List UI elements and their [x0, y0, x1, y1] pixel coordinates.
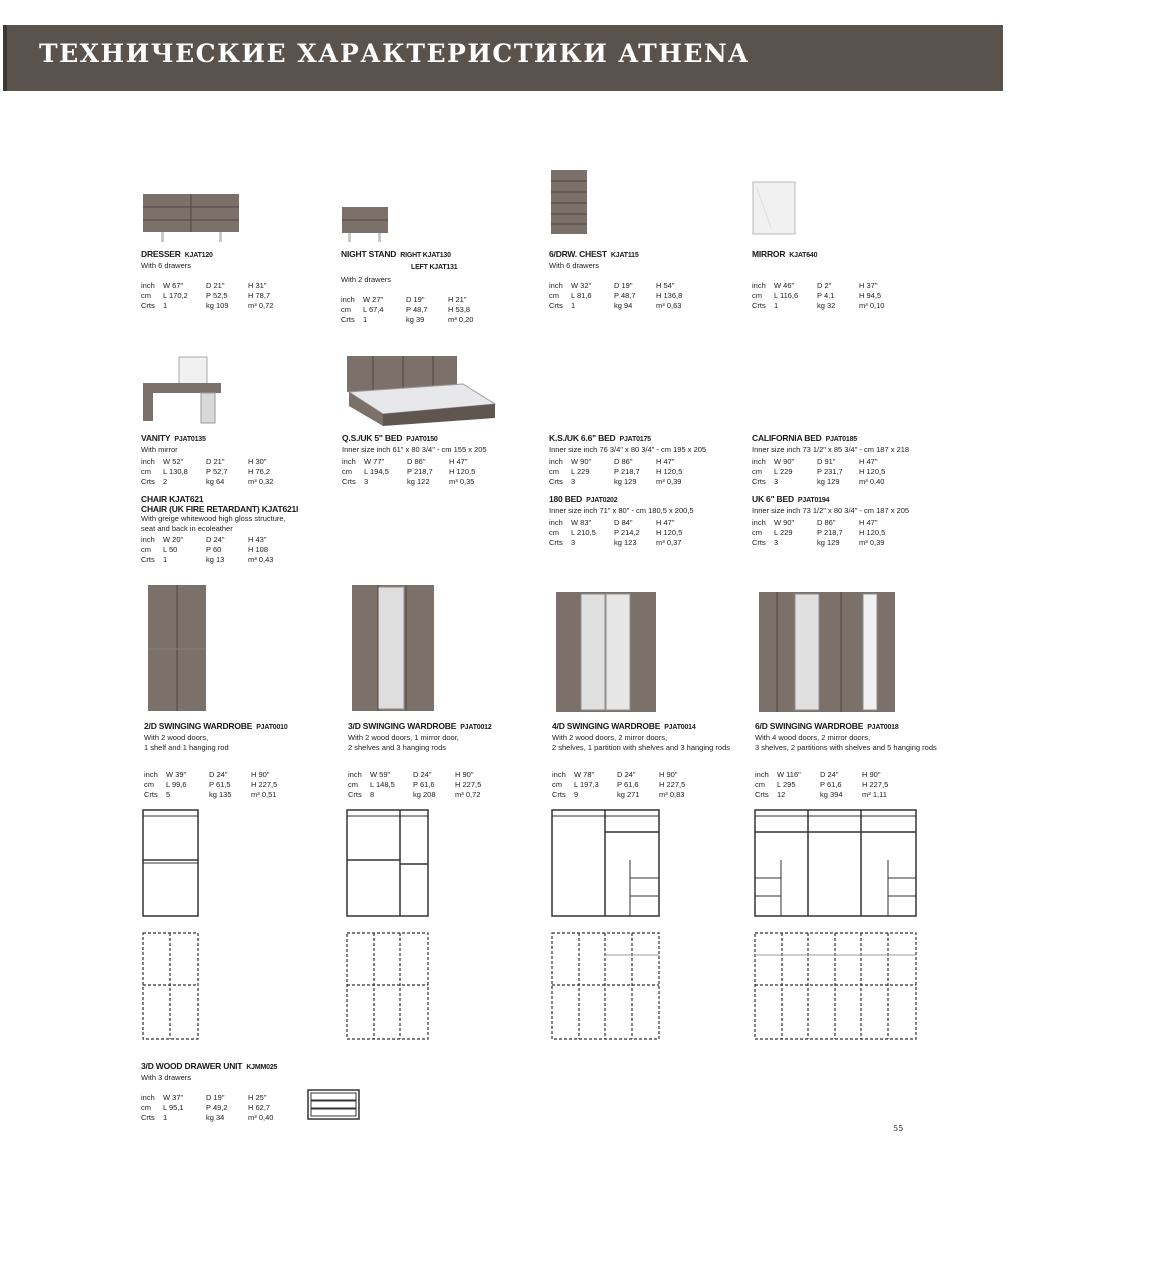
spec-table [752, 281, 952, 311]
item-title: 3/D SWINGING WARDROBE [348, 721, 457, 731]
wardrobe6-image [757, 590, 897, 716]
spec-cell: inch [752, 517, 766, 527]
spec-cell: H 90" [659, 770, 678, 779]
spec-cell: inch [141, 535, 155, 544]
item-title: 4/D SWINGING WARDROBE [552, 721, 661, 731]
spec-cell: kg 129 [817, 537, 840, 547]
spec-table [752, 518, 952, 548]
spec-cell: m³ 0,83 [659, 790, 685, 799]
item-title: 180 BED [549, 494, 583, 504]
spec-cell: 3 [571, 537, 576, 547]
spec-cell: P 4,1 [817, 291, 835, 300]
spec-cell: D 24" [413, 770, 432, 779]
spec-table [342, 457, 542, 487]
spec-cell: H 120,5 [859, 527, 886, 537]
spec-cell: H 43" [248, 535, 267, 544]
spec-cell: cm [144, 780, 154, 789]
spec-cell: inch [549, 517, 563, 527]
item-desc: Inner size inch 73 1/2" x 80 3/4" - cm 187 x 205 [752, 506, 910, 515]
spec-cell: L 67,4 [363, 304, 384, 314]
nightstand-spec [341, 249, 541, 325]
item-title: CALIFORNIA BED [752, 433, 822, 443]
spec-cell: Crts [141, 555, 155, 564]
spec-cell: P 61,6 [413, 780, 435, 789]
spec-cell: 1 [163, 1112, 168, 1122]
spec-cell: P 231,7 [817, 466, 843, 476]
spec-cell: D 24" [206, 535, 225, 544]
spec-cell: inch [752, 456, 766, 466]
spec-table [549, 281, 749, 311]
spec-cell: D 21" [206, 456, 225, 466]
spec-cell: kg 13 [206, 555, 225, 564]
spec-cell: H 47" [859, 517, 878, 527]
spec-cell: kg 109 [206, 300, 229, 310]
spec-cell: H 47" [656, 517, 675, 527]
spec-cell: 5 [166, 790, 171, 799]
vanity-image [141, 355, 223, 427]
item-code: PJAT0135 [174, 436, 206, 443]
spec-cell: cm [549, 290, 559, 300]
spec-cell: cm [141, 290, 151, 300]
spec-cell: Crts [348, 790, 362, 799]
spec-cell: H 136,8 [656, 290, 683, 300]
spec-cell: cm [342, 466, 352, 476]
spec-cell: Crts [141, 1112, 155, 1122]
spec-cell: W 83" [571, 517, 592, 527]
spec-cell: H 227,5 [659, 780, 686, 789]
item-code: KJAT640 [789, 252, 818, 259]
spec-cell: kg 135 [209, 790, 232, 799]
item-desc: With 4 wood doors, 2 mirror doors, [755, 733, 871, 742]
spec-cell: 3 [774, 476, 779, 486]
spec-cell: inch [342, 456, 356, 466]
spec-cell: kg 129 [614, 476, 637, 486]
spec-cell: 8 [370, 790, 375, 799]
spec-cell: cm [341, 304, 351, 314]
item-desc: With 3 drawers [141, 1073, 192, 1082]
spec-cell: m³ 0,35 [449, 476, 475, 486]
item-title: VANITY [141, 433, 171, 443]
spec-cell: P 49,2 [206, 1102, 228, 1112]
wardrobe3-interior-diagram [345, 808, 431, 920]
qs-bed-image [343, 354, 498, 428]
spec-cell: D 91" [817, 456, 836, 466]
item-title: UK 6" BED [752, 494, 794, 504]
item-desc: Inner size inch 71" x 80" - cm 180,5 x 200,5 [549, 506, 694, 515]
spec-cell: W 90" [571, 456, 592, 466]
qs-bed-spec [342, 433, 542, 487]
spec-cell: m³ 0,20 [448, 314, 474, 324]
spec-cell: L 229 [571, 466, 590, 476]
spec-cell: L 229 [774, 466, 793, 476]
spec-cell: P 61,6 [617, 780, 639, 789]
spec-cell: 2 [163, 476, 168, 486]
spec-cell: H 108 [248, 545, 269, 554]
spec-cell: H 227,5 [862, 780, 889, 789]
item-title: DRESSER [141, 249, 181, 259]
wardrobe2-spec [144, 721, 344, 800]
spec-cell: cm [752, 291, 762, 300]
item-title: 3/D WOOD DRAWER UNIT [141, 1061, 243, 1071]
item-desc: With 6 drawers [141, 261, 192, 270]
spec-cell: Crts [341, 314, 355, 324]
wardrobe2-door-diagram [141, 931, 201, 1043]
spec-cell: Crts [144, 790, 158, 799]
spec-cell: H 54" [656, 280, 675, 290]
spec-cell: P 48,7 [406, 304, 428, 314]
spec-cell: W 27" [363, 294, 384, 304]
spec-cell: D 86" [614, 456, 633, 466]
spec-cell: m³ 0,40 [859, 476, 885, 486]
spec-cell: H 25" [248, 1092, 267, 1102]
item-desc: Inner size inch 73 1/2" x 85 3/4" - cm 187 x 218 [752, 445, 910, 454]
cal-bed-spec [752, 433, 952, 487]
spec-cell: D 2" [817, 281, 832, 290]
spec-cell: cm [552, 780, 562, 789]
spec-cell: m³ 0,72 [455, 790, 481, 799]
spec-cell: H 120,5 [449, 466, 476, 476]
spec-cell: Crts [549, 476, 563, 486]
page-title: ТЕХНИЧЕСКИЕ ХАРАКТЕРИСТИКИ ATHENA [39, 39, 750, 68]
spec-cell: 1 [163, 300, 168, 310]
spec-table [549, 518, 749, 548]
spec-cell: H 31" [248, 280, 267, 290]
dresser-image [141, 192, 241, 244]
spec-cell: H 94,5 [859, 291, 882, 300]
item-desc: 3 shelves, 2 partitions with shelves and 5 hanging rods [755, 742, 937, 752]
spec-cell: 9 [574, 790, 579, 799]
item-desc: Inner size inch 76 3/4" x 80 3/4" - cm 195 x 205 [549, 445, 707, 454]
spec-cell: Crts [549, 537, 563, 547]
spec-cell: cm [752, 527, 762, 537]
spec-table [549, 457, 749, 487]
dresser-spec [141, 249, 341, 311]
item-desc: With 6 drawers [549, 261, 600, 270]
spec-cell: L 295 [777, 780, 796, 789]
spec-cell: W 77" [364, 456, 385, 466]
spec-cell: 12 [777, 790, 786, 799]
spec-cell: W 32" [571, 280, 592, 290]
spec-cell: kg 208 [413, 790, 436, 799]
spec-cell: m³ 0,10 [859, 301, 885, 310]
item-code: PJAT0194 [797, 497, 830, 504]
spec-cell: kg 394 [820, 790, 843, 799]
spec-cell: inch [549, 280, 563, 290]
item-code: PJAT0012 [460, 724, 492, 731]
item-title: CHAIR KJAT621 [141, 494, 204, 504]
spec-cell: H 47" [859, 456, 878, 466]
spec-cell: cm [752, 466, 762, 476]
wardrobe6-spec [755, 721, 955, 800]
spec-cell: 1 [571, 300, 576, 310]
item-desc: With greige whitewood high gloss structure, [141, 514, 286, 523]
spec-cell: P 218,7 [407, 466, 433, 476]
wardrobe2-interior-diagram [141, 808, 201, 920]
item-code-left: LEFT KJAT131 [411, 264, 458, 271]
spec-cell: L 194,5 [364, 466, 389, 476]
spec-cell: D 21" [206, 280, 225, 290]
spec-table [141, 457, 341, 487]
spec-cell: inch [755, 770, 769, 779]
spec-cell: cm [141, 466, 151, 476]
spec-cell: P 61,5 [209, 780, 231, 789]
item-desc: 1 shelf and 1 hanging rod [144, 742, 229, 752]
spec-cell: H 47" [449, 456, 468, 466]
spec-cell: P 218,7 [614, 466, 640, 476]
spec-cell: cm [141, 545, 151, 554]
item-code: PJAT0150 [406, 436, 438, 443]
spec-cell: L 210,5 [571, 527, 596, 537]
spec-cell: inch [348, 770, 362, 779]
spec-cell: 3 [774, 537, 779, 547]
item-title: 6/DRW. CHEST [549, 249, 607, 259]
item-code-right: RIGHT KJAT130 [400, 252, 451, 259]
spec-cell: Crts [141, 476, 155, 486]
spec-cell: H 53,8 [448, 304, 471, 314]
item-title: K.S./UK 6.6" BED [549, 433, 616, 443]
spec-cell: P 48,7 [614, 290, 636, 300]
spec-cell: L 99,6 [166, 780, 187, 789]
spec-cell: Crts [752, 537, 766, 547]
spec-cell: Crts [141, 300, 155, 310]
spec-cell: cm [549, 466, 559, 476]
spec-cell: W 39" [166, 770, 187, 779]
spec-cell: m³ 0,51 [251, 790, 277, 799]
spec-cell: L 116,6 [774, 291, 799, 300]
item-desc: With 2 wood doors, 2 mirror doors, [552, 733, 668, 742]
item-desc: With 2 wood doors, 1 mirror door, [348, 733, 459, 742]
spec-cell: H 120,5 [859, 466, 886, 476]
item-code: PJAT0202 [586, 497, 618, 504]
spec-cell: kg 34 [206, 1112, 225, 1122]
spec-cell: P 61,6 [820, 780, 842, 789]
spec-cell: H 120,5 [656, 527, 683, 537]
spec-cell: m³ 0,37 [656, 537, 682, 547]
item-code: KJAT115 [610, 252, 639, 259]
spec-cell: Crts [552, 790, 566, 799]
spec-cell: m³ 0,43 [248, 555, 274, 564]
spec-table [348, 770, 548, 800]
spec-cell: kg 64 [206, 476, 225, 486]
spec-cell: cm [141, 1102, 151, 1112]
spec-cell: cm [549, 527, 559, 537]
wardrobe4-spec [552, 721, 752, 800]
item-desc: 2 shelves and 3 hanging rods [348, 742, 446, 752]
spec-cell: L 229 [774, 527, 793, 537]
wardrobe6-door-diagram [753, 931, 919, 1043]
spec-cell: L 148,5 [370, 780, 395, 789]
spec-cell: Crts [752, 301, 766, 310]
item-code: PJAT0185 [825, 436, 857, 443]
item-code: PJAT0010 [256, 724, 288, 731]
spec-cell: H 227,5 [455, 780, 482, 789]
wardrobe6-interior-diagram [753, 808, 919, 920]
spec-cell: Crts [549, 300, 563, 310]
spec-cell: inch [549, 456, 563, 466]
spec-cell: inch [141, 456, 155, 466]
spec-cell: W 78" [574, 770, 595, 779]
item-code: KJMM025 [246, 1064, 278, 1071]
item-title: Q.S./UK 5" BED [342, 433, 403, 443]
spec-cell: 1 [363, 314, 368, 324]
spec-cell: inch [141, 280, 155, 290]
nightstand-image [340, 205, 390, 245]
spec-table [755, 770, 955, 800]
spec-cell: 3 [571, 476, 576, 486]
spec-cell: H 78,7 [248, 290, 271, 300]
spec-cell: W 90" [774, 456, 795, 466]
spec-cell: H 76,2 [248, 466, 271, 476]
spec-table [141, 281, 341, 311]
uk-bed-spec [752, 494, 952, 548]
item-desc: Inner size inch 61" x 80 3/4" - cm 155 x 205 [342, 445, 487, 454]
spec-cell: m³ 0,63 [656, 300, 682, 310]
spec-cell: kg 94 [614, 300, 633, 310]
item-title: 2/D SWINGING WARDROBE [144, 721, 253, 731]
spec-cell: kg 271 [617, 790, 640, 799]
page-number: 55 [893, 1124, 904, 1133]
spec-cell: kg 123 [614, 537, 637, 547]
spec-cell: Crts [752, 476, 766, 486]
spec-cell: kg 122 [407, 476, 430, 486]
spec-cell: m³ 0,39 [656, 476, 682, 486]
spec-cell: H 120,5 [656, 466, 683, 476]
spec-cell: P 52,7 [206, 466, 228, 476]
spec-table [144, 770, 344, 800]
ks-bed-spec [549, 433, 749, 487]
spec-cell: W 52" [163, 456, 184, 466]
spec-cell: W 90" [774, 517, 795, 527]
spec-cell: D 84" [614, 517, 633, 527]
item-desc: With 2 drawers [341, 275, 392, 284]
spec-cell: inch [144, 770, 158, 779]
spec-cell: H 90" [862, 770, 881, 779]
spec-cell: W 116" [777, 770, 801, 779]
spec-cell: W 59" [370, 770, 391, 779]
spec-cell: P 218,7 [817, 527, 843, 537]
spec-table [141, 535, 341, 565]
chest-image [549, 168, 589, 240]
chest-spec [549, 249, 749, 311]
spec-cell: H 21" [448, 294, 467, 304]
spec-cell: m³ 0,39 [859, 537, 885, 547]
mirror-image [751, 180, 797, 236]
spec-cell: D 24" [617, 770, 636, 779]
item-desc: 2 shelves, 1 partition with shelves and 3 hanging rods [552, 742, 731, 752]
spec-cell: L 170,2 [163, 290, 188, 300]
spec-cell: L 81,6 [571, 290, 592, 300]
spec-cell: inch [341, 294, 355, 304]
spec-cell: D 24" [209, 770, 228, 779]
item-desc: seat and back in ecoleather [141, 523, 233, 533]
wardrobe3-door-diagram [345, 931, 431, 1043]
mirror-spec [752, 249, 952, 311]
spec-cell: Crts [755, 790, 769, 799]
spec-cell: H 37" [859, 281, 878, 290]
spec-cell: inch [552, 770, 566, 779]
spec-cell: 1 [163, 555, 168, 564]
wardrobe2-image [146, 583, 208, 715]
item-desc: With 2 wood doors, [144, 733, 209, 742]
spec-cell: D 19" [614, 280, 633, 290]
spec-cell: W 37" [163, 1092, 184, 1102]
vanity-spec [141, 433, 341, 487]
spec-cell: H 90" [455, 770, 474, 779]
spec-cell: 3 [364, 476, 369, 486]
spec-cell: H 90" [251, 770, 270, 779]
spec-cell: D 24" [820, 770, 839, 779]
spec-cell: m³ 1,11 [862, 790, 887, 799]
spec-cell: cm [755, 780, 765, 789]
wardrobe3-spec [348, 721, 548, 800]
wardrobe4-image [554, 590, 658, 716]
spec-cell: P 214,2 [614, 527, 640, 537]
spec-cell: H 62,7 [248, 1102, 271, 1112]
spec-cell: inch [141, 1092, 155, 1102]
spec-cell: inch [752, 281, 766, 290]
spec-table [341, 295, 541, 325]
spec-cell: m³ 0,72 [248, 300, 274, 310]
page-header [3, 25, 1003, 91]
wardrobe4-interior-diagram [550, 808, 662, 920]
spec-table [752, 457, 952, 487]
spec-cell: L 130,8 [163, 466, 188, 476]
spec-cell: W 67" [163, 280, 184, 290]
spec-cell: W 20" [163, 535, 184, 544]
spec-cell: cm [348, 780, 358, 789]
wardrobe3-image [350, 583, 436, 715]
spec-cell: L 50 [163, 545, 178, 554]
spec-cell: m³ 0,40 [248, 1112, 274, 1122]
spec-cell: kg 39 [406, 314, 425, 324]
spec-cell: D 19" [206, 1092, 225, 1102]
drawer-unit-diagram [306, 1088, 362, 1122]
item-code: PJAT0175 [619, 436, 651, 443]
spec-cell: D 86" [817, 517, 836, 527]
item-desc: With mirror [141, 445, 178, 454]
item-code: PJAT0014 [664, 724, 696, 731]
spec-cell: H 227,5 [251, 780, 278, 789]
spec-cell: kg 129 [817, 476, 840, 486]
item-title: NIGHT STAND [341, 249, 397, 259]
spec-cell: L 197,3 [574, 780, 599, 789]
spec-cell: Crts [342, 476, 356, 486]
item-code: KJAT120 [184, 252, 213, 259]
spec-cell: m³ 0,32 [248, 476, 274, 486]
item-title: MIRROR [752, 249, 786, 259]
item-code: PJAT0018 [867, 724, 899, 731]
spec-cell: P 52,5 [206, 290, 228, 300]
spec-cell: kg 32 [817, 301, 836, 310]
spec-table [552, 770, 752, 800]
bed180-spec [549, 494, 749, 548]
chair-spec [141, 494, 341, 565]
spec-cell: L 95,1 [163, 1102, 184, 1112]
spec-cell: H 30" [248, 456, 267, 466]
item-title: 6/D SWINGING WARDROBE [755, 721, 864, 731]
spec-cell: D 86" [407, 456, 426, 466]
item-title-uk: CHAIR (UK FIRE RETARDANT) KJAT621I [141, 504, 299, 514]
wardrobe4-door-diagram [550, 931, 662, 1043]
spec-cell: 1 [774, 301, 779, 310]
spec-cell: D 19" [406, 294, 425, 304]
spec-cell: P 60 [206, 545, 222, 554]
spec-cell: W 46" [774, 281, 795, 290]
spec-cell: H 47" [656, 456, 675, 466]
